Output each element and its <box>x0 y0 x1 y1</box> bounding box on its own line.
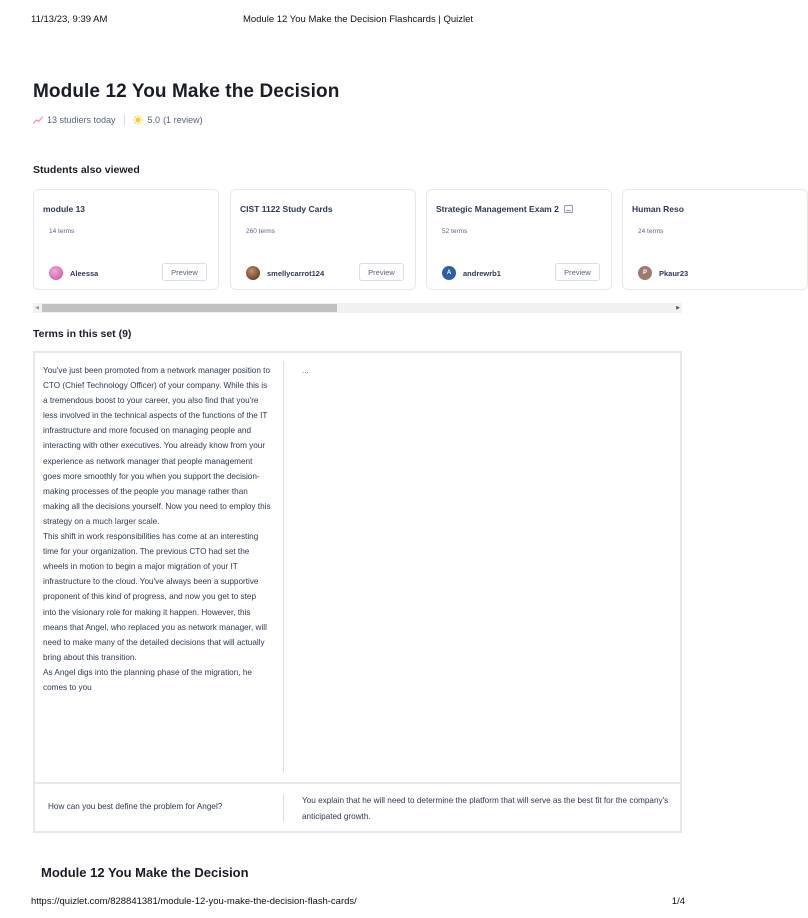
studiers-count <box>33 115 116 125</box>
preview-button[interactable]: Preview <box>555 263 600 281</box>
definition-text: ... <box>302 366 309 375</box>
bottom-set-title: Module 12 You Make the Decision <box>41 865 249 880</box>
study-set-card[interactable] <box>33 189 219 290</box>
card-author[interactable] <box>638 266 688 280</box>
students-also-viewed-carousel <box>33 189 689 292</box>
preview-button[interactable]: Preview <box>162 263 207 281</box>
print-page-number: 1/4 <box>671 896 685 907</box>
avatar <box>49 266 63 280</box>
scrollbar-thumb[interactable] <box>42 304 337 312</box>
term-divider <box>283 361 284 773</box>
studiers-label: 13 studiers today <box>47 115 116 125</box>
author-name: andrewrb1 <box>463 268 501 278</box>
scroll-right-arrow-icon[interactable]: ▶ <box>676 305 680 311</box>
term-text <box>43 363 271 695</box>
term-paragraph: As Angel digs into the planning phase of the migration, he comes to you <box>43 667 252 692</box>
card-author[interactable] <box>246 266 324 280</box>
card-terms-count: 260 terms <box>246 228 275 235</box>
term-row <box>35 353 680 782</box>
rating-value: 5.0 <box>147 115 161 125</box>
document-icon <box>564 205 573 213</box>
card-terms-count: 14 terms <box>49 228 75 235</box>
card-author[interactable] <box>49 266 98 280</box>
trending-icon <box>33 116 43 124</box>
review-count: (1 review) <box>163 115 203 125</box>
students-also-viewed-heading: Students also viewed <box>33 164 140 176</box>
print-header <box>31 14 685 28</box>
set-title: Module 12 You Make the Decision <box>33 81 340 102</box>
rating-summary[interactable] <box>133 115 203 125</box>
term-text: How can you best define the problem for Angel? <box>48 802 223 811</box>
term-paragraph: You've just been promoted from a network manager position to CTO (Chief Technology Officer) of your company. While this is a tremendous boost to your career, you also find that you're less involved in the technical aspects of the functions of the IT infrastructure and more focused on managing people and interacting with other executives. You already know from your experience as network manager that people management goes more smoothly for you when you support the decision-making processes of the people you manage rather than making all the decisions yourself. Now you need to employ this strategy on a much larger scale. <box>43 366 271 526</box>
author-name: Aleessa <box>70 268 99 278</box>
card-author[interactable] <box>442 266 501 280</box>
star-icon <box>133 115 143 125</box>
card-title-text: Strategic Management Exam 2 <box>436 204 559 214</box>
author-name: smellycarrot124 <box>267 268 325 278</box>
card-title[interactable]: CIST 1122 Study Cards <box>240 204 333 214</box>
author-name: Pkaur23 <box>659 268 689 278</box>
set-meta <box>33 113 203 127</box>
print-page-title: Module 12 You Make the Decision Flashcards | Quizlet <box>242 14 474 25</box>
term-paragraph: This shift in work responsibilities has come at an interesting time for your organization. The previous CTO had set the wheels in motion to begin a major migration of your IT infrastructure to the cloud. You've always been a supportive proponent of this kind of progress, and now you get to step into the visionary role for making it happen. However, this means that Angel, who replaced you as network manager, will need to make many of the detailed decisions that will actually bring about this transition. <box>43 532 267 662</box>
term-divider <box>283 794 284 822</box>
term-row <box>35 784 680 831</box>
carousel-scrollbar[interactable] <box>33 303 682 313</box>
print-footer <box>31 896 685 910</box>
avatar: A <box>442 266 456 280</box>
card-title[interactable]: Human Reso <box>632 204 684 214</box>
print-date: 11/13/23, 9:39 AM <box>31 14 108 25</box>
study-set-card[interactable] <box>426 189 612 290</box>
avatar: P <box>638 266 652 280</box>
terms-table <box>33 351 682 833</box>
terms-in-set-heading: Terms in this set (9) <box>33 328 132 340</box>
study-set-card[interactable] <box>230 189 416 290</box>
card-terms-count: 52 terms <box>442 228 468 235</box>
avatar <box>246 266 260 280</box>
card-title[interactable] <box>436 204 573 214</box>
study-set-card[interactable] <box>622 189 808 290</box>
scroll-left-arrow-icon[interactable]: ◀ <box>35 305 39 311</box>
card-title[interactable]: module 13 <box>43 204 86 214</box>
card-terms-count: 24 terms <box>638 228 664 235</box>
definition-text: You explain that he will need to determine the platform that will serve as the best fit for the company's anticipated growth. <box>302 796 669 821</box>
meta-divider <box>124 114 125 126</box>
preview-button[interactable]: Preview <box>359 263 404 281</box>
print-url: https://quizlet.com/828841381/module-12-you-make-the-decision-flash-cards/ <box>31 896 357 907</box>
